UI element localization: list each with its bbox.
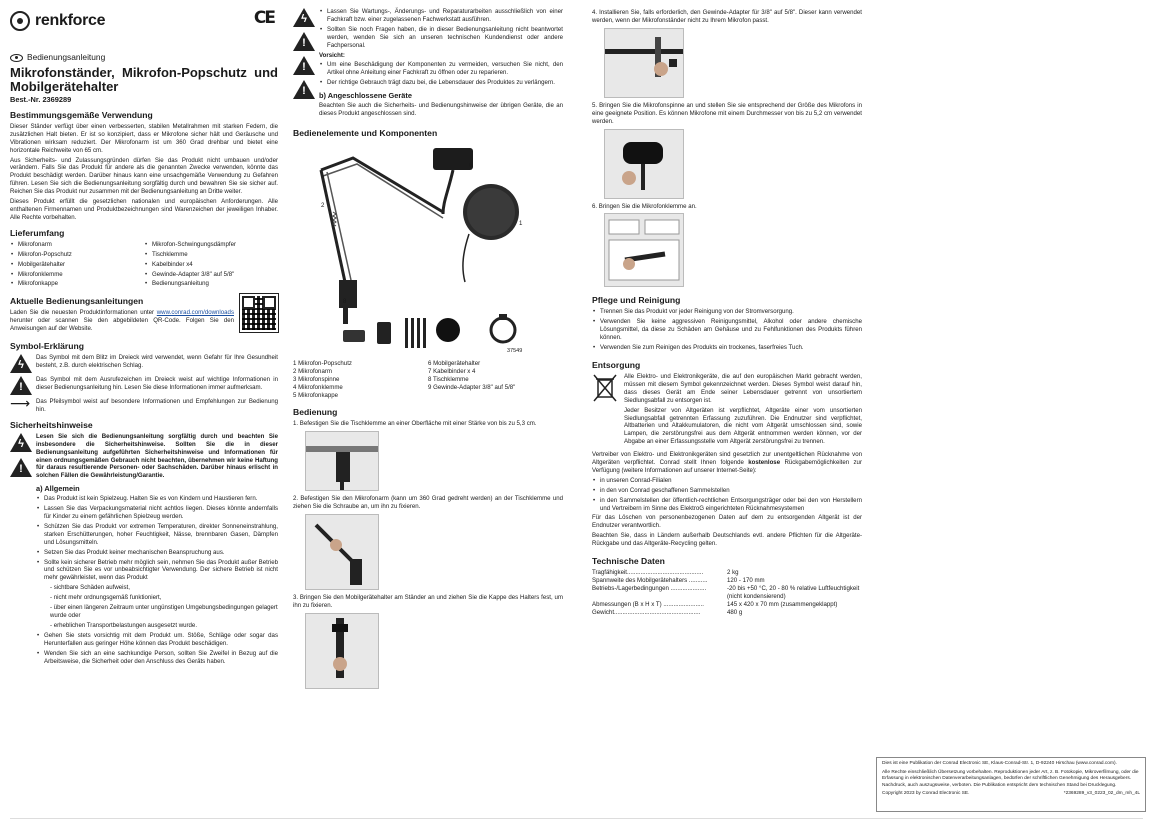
list-item: • Um eine Beschädigung der Komponenten zu vermeiden, versuchen Sie nicht, den Artikel ohne Anleitung einer Fachkraft zu öffnen oder zu reparieren. — [319, 61, 563, 77]
disposal-p1: Alle Elektro- und Elektronikgeräte, die auf den europäischen Markt gebracht werden, müssen mit diesem Symbol gekennzeichnet werden. Dieses Symbol weist darauf hin, dass dieses Gerät am Ende seiner Lebensdauer getrennt von unsortiertem Siedlungsabfall zu entsorgen ist. — [624, 372, 862, 404]
renkforce-logo-icon — [10, 11, 30, 31]
intended-use-p3: Dieses Produkt erfüllt die gesetzlichen nationalen und europäischen Anforderungen. Alle enthaltenen Firmennamen und Produktbezeichnungen sind Warenzeichen der jeweiligen Inhaber. Alle Rechte vorbehalten. — [10, 198, 278, 221]
column-1: renkforce CE Bedienungsanleitung Mikrofonständer, Mikrofon-Popschutz und Mobilgerätehalter Best.-Nr. 2369289 Bestimmungsgemäße Verwendung Dieser Ständer verfügt über einen verbesserten, stabilen Metallrahmen mit starken Federn, die zusätzlichen Halt bieten. Er ist so konzipiert, dass er Mikrofone sicher hält und Geräusche und Vibrationen wirksam reduziert. Der Mikrofonarm ist um 360 Grad drehbar und bietet eine horizontale Reichweite von 65 cm. Aus Sicherheits- und Zulassungsgründen dürfen Sie das Produkt nicht umbauen und/oder verändern. Falls Sie das Produkt für andere als die genannten Zwecke verwenden, könnte das Produkt beschädigt werden. Darüber hinaus kann eine unsachgemäße Verwendung zu Gefahren führen. Lesen Sie sich die Bedienungsanleitung sorgfältig durch und bewahren Sie sie sicher auf. Reichen Sie das Produkt nur zusammen mit der Bedienungsanleitung an Dritte weiter. Dieses Produkt erfüllt die gesetzlichen nationalen und europäischen Anforderungen. Alle enthaltenen Firmennamen und Produktbezeichnungen sind Warenzeichen der jeweiligen Inhaber. Alle Rechte vorbehalten. Lieferumfang • Mikrofonarm • Mikrofon-Popschutz • Mobilgerätehalter • Mikrofonklemme • Mikrofonkappe • Mikrofon-Schwingungsdämpfer • Tischklemme • Kabelbinder x4 • Gewinde-Adapter 3/8" auf 5/8" • Bedienungsanleitung Aktuelle Bedienungsanleitungen Laden Sie die neuesten Produktinformationen unter www.conrad.com/downloads herunter oder scannen Sie den abgebildeten QR-Code. Folgen Sie den Anweisungen auf der Website. Symbol-Erklärung ϟ Das Symbol mit dem Blitz im Dreieck wird verwendet, wenn Gefahr für Ihre Gesundheit besteht, z.B. durch elektrischen Schlag. ! Das Symbol mit dem Ausrufezeichen im Dreieck weist auf wichtige Informationen in dieser Bedienungsanleitung hin. Lesen Sie diese Informationen immer aufmerksam. ⟶ Das Pfeilsymbol weist auf besondere Informationen und Empfehlungen zur Bedienung hin. Sicherheitshinweise ϟ ! Lesen Sie sich die Bedienungsanleitung sorgfältig durch und beachten Sie insbesondere die Sicherheitshinweise. Sollten Sie die in dieser Bedienungsanleitung aufgeführten Sicherheitshinweise und Informationen für einen ordnungsgemäßen Gebrauch nicht beachten, übernehmen wir keine Haftung für daraus resultierende Personen- oder Sachschäden. Darüber hinaus erlischt in solchen Fällen die Gewährleistung/Garantie. a) Allgemein • Das Produkt ist kein Spielzeug. Halten Sie es von Kindern und Haustieren fern. • Lassen Sie das Verpackungsmaterial nicht achtlos liegen. Dieses könnte andernfalls für Kinder zu einem gefährlichen Spielzeug werden. • Schützen Sie das Produkt vor extremen Temperaturen, direkter Sonneneinstrahlung, starken Erschütterungen, hoher Feuchtigkeit, Nässe, brennbaren Gasen, Dämpfen und Lösungsmitteln. • Setzen Sie das Produkt keiner mechanischen Beanspruchung aus. • Sollte kein sicherer Betrieb mehr möglich sein, nehmen Sie das Produkt außer Betrieb und schützen Sie es vor unbeabsichtigter Verwendung. Der sichere Betrieb ist nicht mehr gewährleistet, wenn das Produkt - sichtbare Schäden aufweist, - nicht mehr ordnungsgemäß funktioniert, - über einen längeren Zeitraum unter ungünstigen Umgebungsbedingungen gelagert wurde oder - erheblichen Transportbelastungen ausgesetzt wurde. • Gehen Sie stets vorsichtig mit dem Produkt um. Stöße, Schläge oder sogar das Herunterfallen aus geringer Höhe können das Produkt beschädigen. • Wenden Sie sich an eine sachkundige Person, sollten Sie Zweifel in Bezug auf die Arbeitsweise, die Sicherheit oder den Anschluss des Geräts haben. — [10, 0, 278, 667]
callout-label: 8 — [343, 297, 347, 305]
list-item: • in unseren Conrad-Filialen — [592, 477, 862, 485]
list-item: 9 Gewinde-Adapter 3/8" auf 5/8" — [428, 383, 516, 391]
list-item: • Mikrofon-Popschutz — [10, 251, 144, 259]
list-item: • Mikrofon-Schwingungsdämpfer — [144, 241, 278, 249]
safety-intro: Lesen Sie sich die Bedienungsanleitung sorgfältig durch und beachten Sie insbesondere die Sicherheitshinweise. Sollten Sie die in dieser Bedienungsanleitung aufgeführten Sicherheitshinweise und Informationen für einen ordnungsgemäßen Gebrauch nicht beachten, übernehmen wir keine Haftung für daraus resultierende Personen- oder Sachschäden. Darüber hinaus erlischt in solchen Fällen die Gewährleistung/Garantie. — [36, 432, 278, 480]
list-item: • in den Sammelstellen der öffentlich-rechtlichen Entsorgungsträger oder bei den von Herstellern und Vertreibern im Sinne des ElektroG eingerichteten Rücknahmesystemen — [592, 497, 862, 513]
list-item: • Mikrofonarm — [10, 241, 144, 249]
lightning-warning-icon: ϟ — [10, 354, 32, 373]
list-item: 7 Kabelbinder x 4 — [428, 367, 476, 375]
disposal-p4: Für das Löschen von personenbezogenen Daten auf dem zu entsorgenden Altgerät ist der Endnutzer verantwortlich. — [592, 514, 862, 530]
care-heading: Pflege und Reinigung — [592, 295, 681, 306]
exclamation-warning-icon: ! — [293, 56, 315, 75]
list-item: • Wenden Sie sich an eine sachkundige Person, sollten Sie Zweifel in Bezug auf die Arbeitsweise, die Sicherheit oder den Anschluss des Geräts haben. — [36, 650, 278, 666]
list-item: • Tischklemme — [144, 251, 278, 259]
tech-row: Tragfähigkeit............................................. 2 kg — [592, 569, 739, 577]
list-item: 1 Mikrofon-Popschutz — [293, 359, 352, 367]
list-item: • Lassen Sie das Verpackungsmaterial nicht achtlos liegen. Dieses könnte andernfalls für Kinder zu einem gefährlichen Spielzeug werden. — [36, 505, 278, 521]
manual-label: Bedienungsanleitung — [10, 54, 278, 62]
figure-ref: 37549 — [507, 347, 523, 354]
manuals-heading: Aktuelle Bedienungsanleitungen — [10, 296, 144, 307]
list-item: - sichtbare Schäden aufweist, — [50, 584, 130, 592]
delivery-heading: Lieferumfang — [10, 227, 65, 238]
eye-icon — [10, 54, 23, 62]
callout-label: 2 — [321, 201, 325, 209]
lightning-warning-icon: ϟ — [10, 433, 32, 452]
list-item: 8 Tischklemme — [428, 375, 469, 383]
page-title: Mikrofonständer, Mikrofon-Popschutz und Mobilgerätehalter — [10, 65, 278, 94]
list-item: • Mikrofonklemme — [10, 271, 144, 279]
step-1: 1. Befestigen Sie die Tischklemme an einer Oberfläche mit einer Stärke von bis zu 5,3 cm. — [293, 420, 537, 428]
list-item: • Sollte kein sicherer Betrieb mehr möglich sein, nehmen Sie das Produkt außer Betrieb und schützen Sie es vor unbeabsichtigter Verwendung. Der sichere Betrieb ist nicht mehr gewährleistet, wenn das Produkt — [36, 559, 278, 583]
disposal-heading: Entsorgung — [592, 359, 641, 370]
list-item: • Das Produkt ist kein Spielzeug. Halten Sie es von Kindern und Haustieren fern. — [36, 495, 278, 503]
list-item: • Verwenden Sie keine aggressiven Reinigungsmittel, Alkohol oder andere chemische Lösungsmittel, da diese zu Schäden am Gehäuse und zu Fehlfunktionen des Produkts führen können. — [592, 318, 862, 342]
imprint-box: Dies ist eine Publikation der Conrad Electronic SE, Klaus-Conrad-Str. 1, D-92240 Hirschau (www.conrad.com). Alle Rechte einschließlich Übersetzung vorbehalten. Reproduktionen jeder Art, z. B. Fotokopie, Mikroverfilmung, oder die Erfassung in elektronischen Datenverarbeitungsanlagen, bedürfen der schriftlichen Genehmigung des Herausgebers. Nachdruck, auch auszugsweise, verboten. Die Publikation entspricht dem technischen Stand bei Drucklegung. Copyright 2023 by Conrad Electronic SE. *2369289_v3_0223_02_dm_mh_4L — [876, 757, 1146, 812]
manuals-text: Laden Sie die neuesten Produktinformationen unter www.conrad.com/downloads herunter oder scannen Sie den abgebildeten QR-Code. Folgen Sie den Anweisungen auf der Website. — [10, 309, 234, 333]
step-6: 6. Bringen Sie die Mikrofonklemme an. — [592, 202, 697, 210]
downloads-link[interactable]: www.conrad.com/downloads — [156, 309, 234, 317]
list-item: • Der richtige Gebrauch trägt dazu bei, die Lebensdauer des Produktes zu verlängern. — [319, 79, 563, 87]
list-item: • Bedienungsanleitung — [144, 280, 278, 288]
step-6-image — [604, 213, 684, 287]
exclamation-warning-icon: ! — [293, 32, 315, 51]
list-item: 2 Mikrofonarm — [293, 367, 332, 375]
qr-code-icon[interactable] — [240, 294, 278, 332]
list-item: • Sollten Sie noch Fragen haben, die in dieser Bedienungsanleitung nicht beantwortet werden, wenden Sie sich an unseren technischen Kundendienst oder andere Fachpersonal. — [319, 26, 563, 50]
arrow-icon: ⟶ — [10, 395, 31, 412]
list-item: • Mikrofonkappe — [10, 280, 144, 288]
callout-label: 6 — [469, 161, 473, 169]
list-item: • Verwenden Sie zum Reinigen des Produkts ein trockenes, faserfreies Tuch. — [592, 344, 862, 352]
phone-holder-shape — [433, 148, 473, 170]
list-item: 5 Mikrofonkappe — [293, 391, 339, 399]
lightning-warning-icon: ϟ — [293, 8, 315, 27]
components-heading: Bedienelemente und Komponenten — [293, 127, 438, 138]
tech-row: Abmessungen (B x H x T) ........................ 145 x 420 x 70 mm (zusammengeklappt) — [592, 600, 838, 608]
step-3-image — [305, 613, 379, 689]
brand-logo — [10, 10, 278, 32]
intended-use-heading: Bestimmungsgemäße Verwendung — [10, 109, 153, 120]
article-number: Best.-Nr. 2369289 — [10, 95, 72, 104]
list-item: • Gewinde-Adapter 3/8" auf 5/8" — [144, 271, 278, 279]
step-3: 3. Bringen Sie den Mobilgerätehalter am Ständer an und ziehen Sie die Kappe des Halters fest, um ihn zu fixieren. — [293, 594, 563, 610]
column-2 — [293, 8, 563, 693]
step-2-image — [305, 514, 379, 590]
delivery-list — [10, 241, 278, 291]
tech-heading: Technische Daten — [592, 556, 665, 567]
step-5: 5. Bringen Sie die Mikrofonspinne an und stellen Sie sie entsprechend der Größe des Mikrofons in eine geeignete Position. Es können Mikrofone mit einem Durchmesser von bis zu 5,2 cm verwendet werden. — [592, 101, 862, 125]
step-5-image — [604, 129, 684, 199]
list-item: - nicht mehr ordnungsgemäß funktioniert, — [50, 594, 162, 602]
product-figure — [293, 142, 563, 357]
list-item: - erheblichen Transportbelastungen ausgesetzt wurde. — [50, 621, 198, 629]
list-item: • Schützen Sie das Produkt vor extremen Temperaturen, direkter Sonneneinstrahlung, starken Erschütterungen, hoher Feuchtigkeit, Nässe, brennbaren Gasen, Dämpfen und Lösungsmitteln. — [36, 523, 278, 547]
intended-use-p2: Aus Sicherheits- und Zulassungsgründen dürfen Sie das Produkt nicht umbauen und/oder verändern. Falls Sie das Produkt für andere als die genannten Zwecke verwenden, könnte das Produkt beschädigt werden. Darüber hinaus kann eine unsachgemäße Verwendung zu Gefahren führen. Lesen Sie sich die Bedienungsanleitung sorgfältig durch und bewahren Sie sie sicher auf. Reichen Sie das Produkt nur zusammen mit der Bedienungsanleitung an Dritte weiter. — [10, 156, 278, 196]
list-item: • Setzen Sie das Produkt keiner mechanischen Beanspruchung aus. — [36, 549, 278, 557]
tech-row: Spannweite des Mobilgerätehalters ........... 120 - 170 mm — [592, 577, 765, 584]
disposal-p2: Jeder Besitzer von Altgeräten ist verpflichtet, Altgeräte einer vom unsortierten Siedlungsabfall getrennten Erfassung zuzuführen. Die Endnutzer sind verpflichtet, Altbatterien und Altakkumulatoren, die nicht vom Altgerät umschlossen sind, sowie Lampen, die zerstörungsfrei aus dem Altgerät entnommen werden können, vor der Abgabe an einer Erfassungsstelle vom Altgerät zerstörungsfrei zu trennen. — [624, 406, 862, 446]
exclamation-warning-icon: ! — [293, 80, 315, 99]
list-item: 4 Mikrofonklemme — [293, 383, 343, 391]
step-4-image — [604, 28, 684, 98]
step-1-image — [305, 431, 379, 491]
list-item: • Kabelbinder x4 — [144, 261, 278, 269]
mic-stand-illustration — [293, 142, 563, 357]
brand-name: renkforce — [35, 12, 106, 30]
tech-row: Betriebs-/Lagerbedingungen ..................... -20 bis +50 °C, 20 - 80 % relative Luftfeuchtigkeit (nicht kondensierend) — [592, 584, 860, 600]
caution-heading: Vorsicht: — [319, 51, 345, 59]
tech-row: Gewicht................................................... 480 g — [592, 608, 743, 616]
disposal-p5: Beachten Sie, dass in Ländern außerhalb Deutschlands evtl. andere Pflichten für die Altgeräte-Rückgabe und das Altgeräte-Recycling gelten. — [592, 532, 862, 548]
list-item: • Trennen Sie das Produkt vor jeder Reinigung von der Stromversorgung. — [592, 308, 862, 316]
crossed-bin-icon — [592, 373, 618, 403]
components-list — [293, 360, 563, 400]
exclamation-warning-icon: ! — [10, 376, 32, 395]
list-item: 6 Mobilgerätehalter — [428, 359, 481, 367]
step-2: 2. Befestigen Sie den Mikrofonarm (kann um 360 Grad gedreht werden) an der Tischklemme und ziehen Sie die Schraube an, um ihn zu fixieren. — [293, 495, 563, 511]
disposal-p3: Vertreiber von Elektro- und Elektronikgeräten sind gesetzlich zur unentgeltlichen Rücknahme von Altgeräten verpflichtet. Conrad stellt Ihnen folgende kostenlose Rückgabemöglichkeiten zur Verfügung (weitere Informationen auf unserer Internet-Seite): — [592, 451, 862, 474]
connected-heading: b) Angeschlossene Geräte — [319, 91, 412, 101]
column-3 — [592, 9, 862, 617]
safety-heading: Sicherheitshinweise — [10, 419, 93, 430]
list-item: • in den von Conrad geschaffenen Sammelstellen — [592, 487, 862, 495]
callout-label: 1 — [519, 219, 523, 227]
exclamation-warning-icon: ! — [10, 458, 32, 477]
step-4: 4. Installieren Sie, falls erforderlich, den Gewinde-Adapter für 3/8" auf 5/8". Dieser kann verwendet werden, wenn der Mikrofonständer nicht zu Ihrem Mikrofon passt. — [592, 9, 862, 24]
intended-use-p1: Dieser Ständer verfügt über einen verbesserten, stabilen Metallrahmen mit starken Federn, die zusätzlichen Halt bieten. Er ist so konzipiert, dass er Mikrofone sicher hält und Geräusche und Vibrationen wirksam reduziert. Der Mikrofonarm ist um 360 Grad drehbar und bietet eine horizontale Reichweite von 65 cm. — [10, 122, 278, 154]
list-item: • Mobilgerätehalter — [10, 261, 144, 269]
list-item: 3 Mikrofonspinne — [293, 375, 340, 383]
list-item: - über einen längeren Zeitraum unter ungünstigen Umgebungsbedingungen gelagert wurde oder — [50, 604, 278, 619]
operation-heading: Bedienung — [293, 407, 338, 418]
list-item: • Gehen Sie stets vorsichtig mit dem Produkt um. Stöße, Schläge oder sogar das Herunterfallen aus geringer Höhe können das Produkt beschädigen. — [36, 632, 278, 648]
connected-text: Beachten Sie auch die Sicherheits- und Bedienungshinweise der übrigen Geräte, die an dieses Produkt angeschlossen sind. — [319, 102, 563, 117]
bottom-rule — [10, 818, 1143, 819]
ce-mark: CE — [253, 8, 274, 28]
list-item: • Lassen Sie Wartungs-, Änderungs- und Reparaturarbeiten ausschließlich von einer Fachkraft bzw. einer zugelassenen Fachwerkstatt ausführen. — [319, 8, 563, 24]
symbols-heading: Symbol-Erklärung — [10, 341, 85, 352]
general-heading: a) Allgemein — [36, 484, 80, 494]
